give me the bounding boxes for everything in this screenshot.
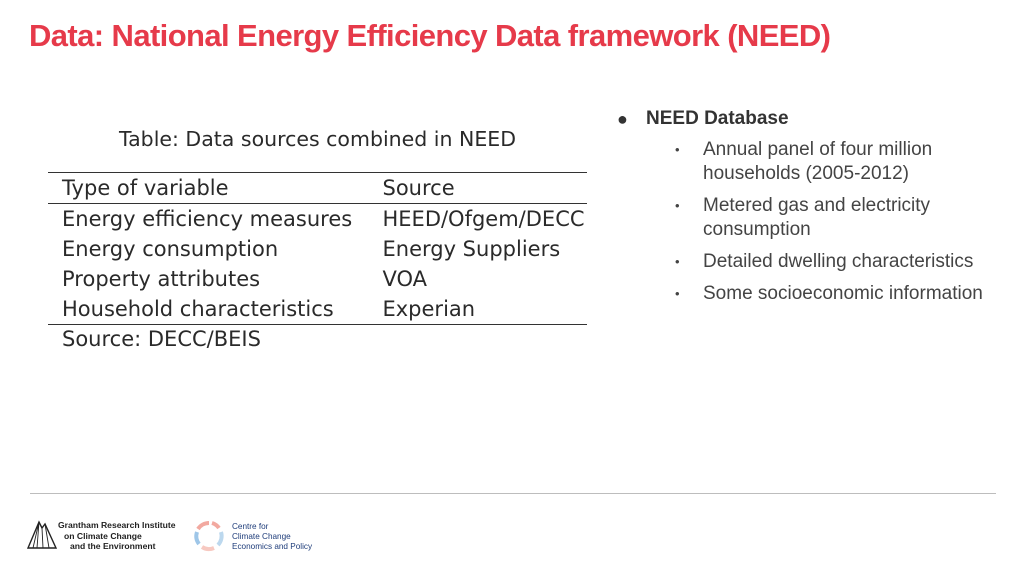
column-header-type: Type of variable [62, 176, 229, 200]
column-header-source: Source [382, 176, 455, 200]
table-cell: VOA [382, 267, 428, 291]
mountain-logo-icon [26, 518, 58, 550]
list-item [675, 250, 1004, 274]
table-cell: Experian [382, 297, 476, 321]
grantham-institute-logo [26, 518, 176, 552]
cccep-logo-text [232, 522, 312, 552]
sub-bullet-dot-icon: • [675, 198, 680, 213]
table-cell: Energy efficiency measures [62, 207, 353, 231]
table-cell: Energy consumption [62, 237, 279, 261]
table-cell: HEED/Ofgem/DECC [382, 207, 585, 231]
table-header-row [48, 173, 587, 204]
table-row [48, 204, 587, 235]
page-title: Data: National Energy Efficiency Data framework (NEED) [29, 18, 831, 53]
bullet-heading [614, 106, 1004, 132]
table-source-note: Source: DECC/BEIS [62, 327, 261, 351]
sub-bullet-list [614, 138, 1004, 306]
list-item-text: Annual panel of four million households (2005-2012) [703, 139, 933, 184]
table-cell: Household characteristics [62, 297, 334, 321]
list-item-text: Some socioeconomic information [703, 283, 983, 304]
bullet-heading-text: NEED Database [646, 108, 789, 129]
logo-text-line: Centre for [232, 522, 269, 531]
footer-divider [30, 493, 996, 494]
table-row [48, 264, 587, 294]
data-sources-table [48, 172, 587, 353]
logo-text-line: Climate Change [232, 532, 291, 541]
cccep-logo [192, 520, 322, 552]
logo-text-line: Grantham Research Institute [58, 520, 176, 530]
table-row [48, 294, 587, 325]
table-row [48, 234, 587, 264]
logo-text-line: Economics and Policy [232, 542, 313, 551]
bullet-dot-icon: ● [617, 109, 628, 129]
logo-text-line: on Climate Change [64, 530, 142, 541]
bullet-list [614, 106, 1004, 314]
list-item [675, 194, 1004, 242]
list-item [675, 282, 1004, 306]
logo-text-line: and the Environment [70, 541, 156, 551]
grantham-logo-text [58, 520, 175, 552]
list-item [675, 138, 1004, 186]
table-cell: Property attributes [62, 267, 261, 291]
table-caption: Table: Data sources combined in NEED [118, 127, 517, 151]
table-cell: Energy Suppliers [382, 237, 561, 261]
table-source-row [48, 325, 587, 354]
circle-logo-icon [192, 520, 226, 552]
sub-bullet-dot-icon: • [675, 142, 680, 157]
list-item-text: Metered gas and electricity consumption [703, 195, 931, 240]
sub-bullet-dot-icon: • [675, 254, 680, 269]
list-item-text: Detailed dwelling characteristics [703, 251, 974, 272]
sub-bullet-dot-icon: • [675, 286, 680, 301]
